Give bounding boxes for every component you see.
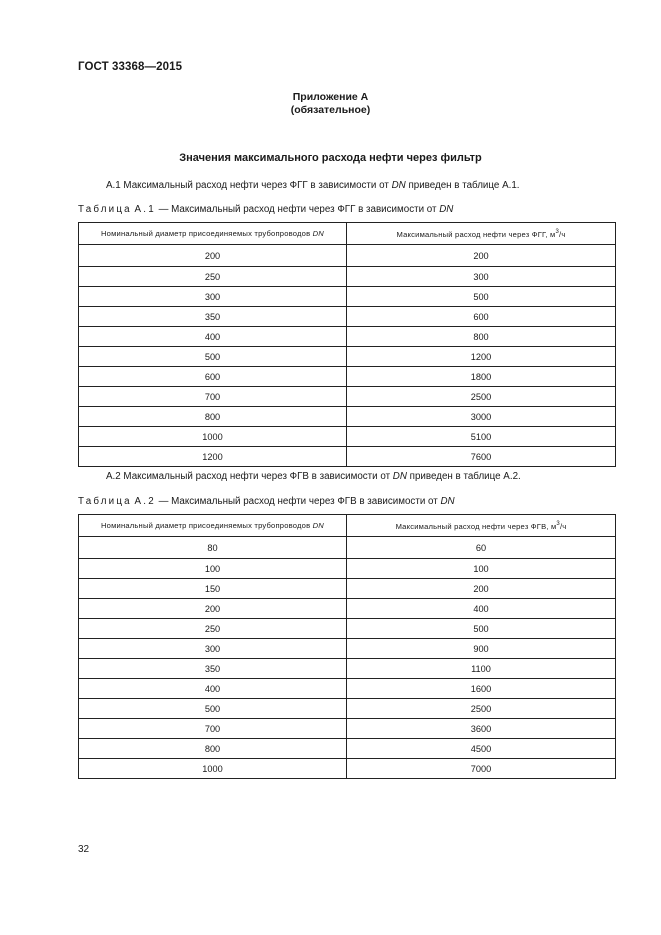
- table-a2-dn-cell: 400: [79, 679, 347, 699]
- table-a1-caption-dn: DN: [439, 204, 454, 215]
- table-a1-dn-cell: 800: [79, 407, 347, 427]
- paragraph-a1: [106, 180, 520, 191]
- table-a2-dn-cell: 350: [79, 659, 347, 679]
- table-a1-caption: [78, 204, 453, 215]
- table-a2-flow-cell: 1100: [347, 659, 616, 679]
- table-a1-caption-number: А.1: [134, 204, 156, 215]
- table-a1-dn-cell: 700: [79, 387, 347, 407]
- table-row: [79, 739, 616, 759]
- table-a2-dn-cell: 1000: [79, 759, 347, 779]
- table-a2: [78, 514, 616, 779]
- paragraph-a1-dn: DN: [391, 180, 406, 191]
- table-a1-dn-cell: 1200: [79, 447, 347, 467]
- table-a1-caption-text: — Максимальный расход нефти через ФГГ в зависимости от: [155, 204, 440, 215]
- table-a2-dn-cell: 800: [79, 739, 347, 759]
- table-a1-header-row: [79, 223, 616, 245]
- table-a2-flow-cell: 100: [347, 559, 616, 579]
- table-row: [79, 245, 616, 267]
- table-a2-flow-cell: 3600: [347, 719, 616, 739]
- table-a1-flow-cell: 3000: [347, 407, 616, 427]
- table-a2-dn-cell: 700: [79, 719, 347, 739]
- table-a1-col1-header-dn: DN: [312, 229, 324, 238]
- table-a1-col2-header-sup: 3: [555, 228, 560, 235]
- table-row: [79, 559, 616, 579]
- table-a1-dn-cell: 500: [79, 347, 347, 367]
- table-row: [79, 759, 616, 779]
- table-a1-caption-label: Таблица: [78, 204, 132, 215]
- table-a1-dn-cell: 400: [79, 327, 347, 347]
- paragraph-a2: [106, 471, 521, 482]
- table-a2-caption-dn: DN: [440, 496, 455, 507]
- table-row: [79, 267, 616, 287]
- table-row: [79, 699, 616, 719]
- table-row: [79, 427, 616, 447]
- table-a1-flow-cell: 300: [347, 267, 616, 287]
- table-a1-col1-header-text: Номинальный диаметр присоединяемых трубопроводов: [100, 229, 313, 238]
- table-a2-flow-cell: 900: [347, 639, 616, 659]
- table-a1-dn-cell: 200: [79, 245, 347, 267]
- table-a1-dn-cell: 300: [79, 287, 347, 307]
- document-header: ГОСТ 33368—2015: [78, 61, 183, 73]
- paragraph-a2-suffix: приведен в таблице А.2.: [406, 471, 521, 482]
- table-row: [79, 537, 616, 559]
- table-a2-col2-header-unit: /ч: [559, 521, 567, 531]
- paragraph-a1-suffix: приведен в таблице А.1.: [405, 180, 520, 191]
- table-row: [79, 287, 616, 307]
- paragraph-a2-dn: DN: [392, 471, 407, 482]
- table-row: [79, 387, 616, 407]
- table-a1-dn-cell: 600: [79, 367, 347, 387]
- table-a2-flow-cell: 4500: [347, 739, 616, 759]
- table-a2-col2-header-text: Максимальный расход нефти через ФГВ, м: [395, 521, 557, 531]
- table-a1-col1-header: [79, 223, 347, 245]
- table-a2-header-row: [79, 515, 616, 537]
- table-a2-col2-header-sup: 3: [556, 520, 560, 527]
- section-title: Значения максимального расхода нефти через фильтр: [179, 152, 482, 164]
- table-a1-flow-cell: 1800: [347, 367, 616, 387]
- table-a1-flow-cell: 5100: [347, 427, 616, 447]
- table-a2-dn-cell: 300: [79, 639, 347, 659]
- table-a2-flow-cell: 7000: [347, 759, 616, 779]
- table-a1-col2-header-unit: /ч: [559, 229, 566, 239]
- table-a2-flow-cell: 60: [347, 537, 616, 559]
- table-a1-dn-cell: 250: [79, 267, 347, 287]
- table-a2-dn-cell: 100: [79, 559, 347, 579]
- table-a1-dn-cell: 350: [79, 307, 347, 327]
- annex-type: (обязательное): [290, 104, 371, 116]
- table-a2-dn-cell: 250: [79, 619, 347, 639]
- table-a1-col2-header-text: Максимальный расход нефти через ФГГ, м: [396, 229, 556, 239]
- table-a2-flow-cell: 500: [347, 619, 616, 639]
- table-a1-flow-cell: 1200: [347, 347, 616, 367]
- table-a2-col1-header-dn: DN: [312, 521, 324, 530]
- table-a1-dn-cell: 1000: [79, 427, 347, 447]
- table-a2-flow-cell: 1600: [347, 679, 616, 699]
- table-a2-caption: [78, 496, 455, 507]
- table-row: [79, 639, 616, 659]
- table-row: [79, 367, 616, 387]
- table-a2-col2-header: [347, 515, 616, 537]
- table-a2-caption-text: — Максимальный расход нефти через ФГВ в зависимости от: [155, 496, 441, 507]
- table-row: [79, 407, 616, 427]
- table-row: [79, 447, 616, 467]
- table-a1-col2-header: [347, 223, 616, 245]
- table-a2-flow-cell: 200: [347, 579, 616, 599]
- table-a1-flow-cell: 200: [347, 245, 616, 267]
- table-a2-dn-cell: 500: [79, 699, 347, 719]
- table-a1: [78, 222, 616, 467]
- table-a2-dn-cell: 200: [79, 599, 347, 619]
- table-a2-caption-number: А.2: [134, 496, 156, 507]
- table-row: [79, 659, 616, 679]
- table-a1-flow-cell: 2500: [347, 387, 616, 407]
- paragraph-a2-prefix: А.2 Максимальный расход нефти через ФГВ в зависимости от: [106, 471, 393, 482]
- table-a2-caption-label: Таблица: [78, 496, 132, 507]
- table-row: [79, 347, 616, 367]
- table-a2-flow-cell: 400: [347, 599, 616, 619]
- table-a1-flow-cell: 7600: [347, 447, 616, 467]
- table-row: [79, 307, 616, 327]
- table-a1-flow-cell: 600: [347, 307, 616, 327]
- table-a2-col1-header: [79, 515, 347, 537]
- table-row: [79, 679, 616, 699]
- table-row: [79, 719, 616, 739]
- annex-title: Приложение А: [292, 91, 369, 103]
- table-a2-flow-cell: 2500: [347, 699, 616, 719]
- table-row: [79, 599, 616, 619]
- table-a1-flow-cell: 500: [347, 287, 616, 307]
- paragraph-a1-prefix: А.1 Максимальный расход нефти через ФГГ в зависимости от: [106, 180, 392, 191]
- table-a2-col1-header-text: Номинальный диаметр присоединяемых трубопроводов: [100, 521, 313, 530]
- table-a2-dn-cell: 80: [79, 537, 347, 559]
- table-row: [79, 619, 616, 639]
- table-a2-dn-cell: 150: [79, 579, 347, 599]
- page-number: 32: [78, 844, 90, 855]
- table-row: [79, 327, 616, 347]
- table-row: [79, 579, 616, 599]
- table-a1-flow-cell: 800: [347, 327, 616, 347]
